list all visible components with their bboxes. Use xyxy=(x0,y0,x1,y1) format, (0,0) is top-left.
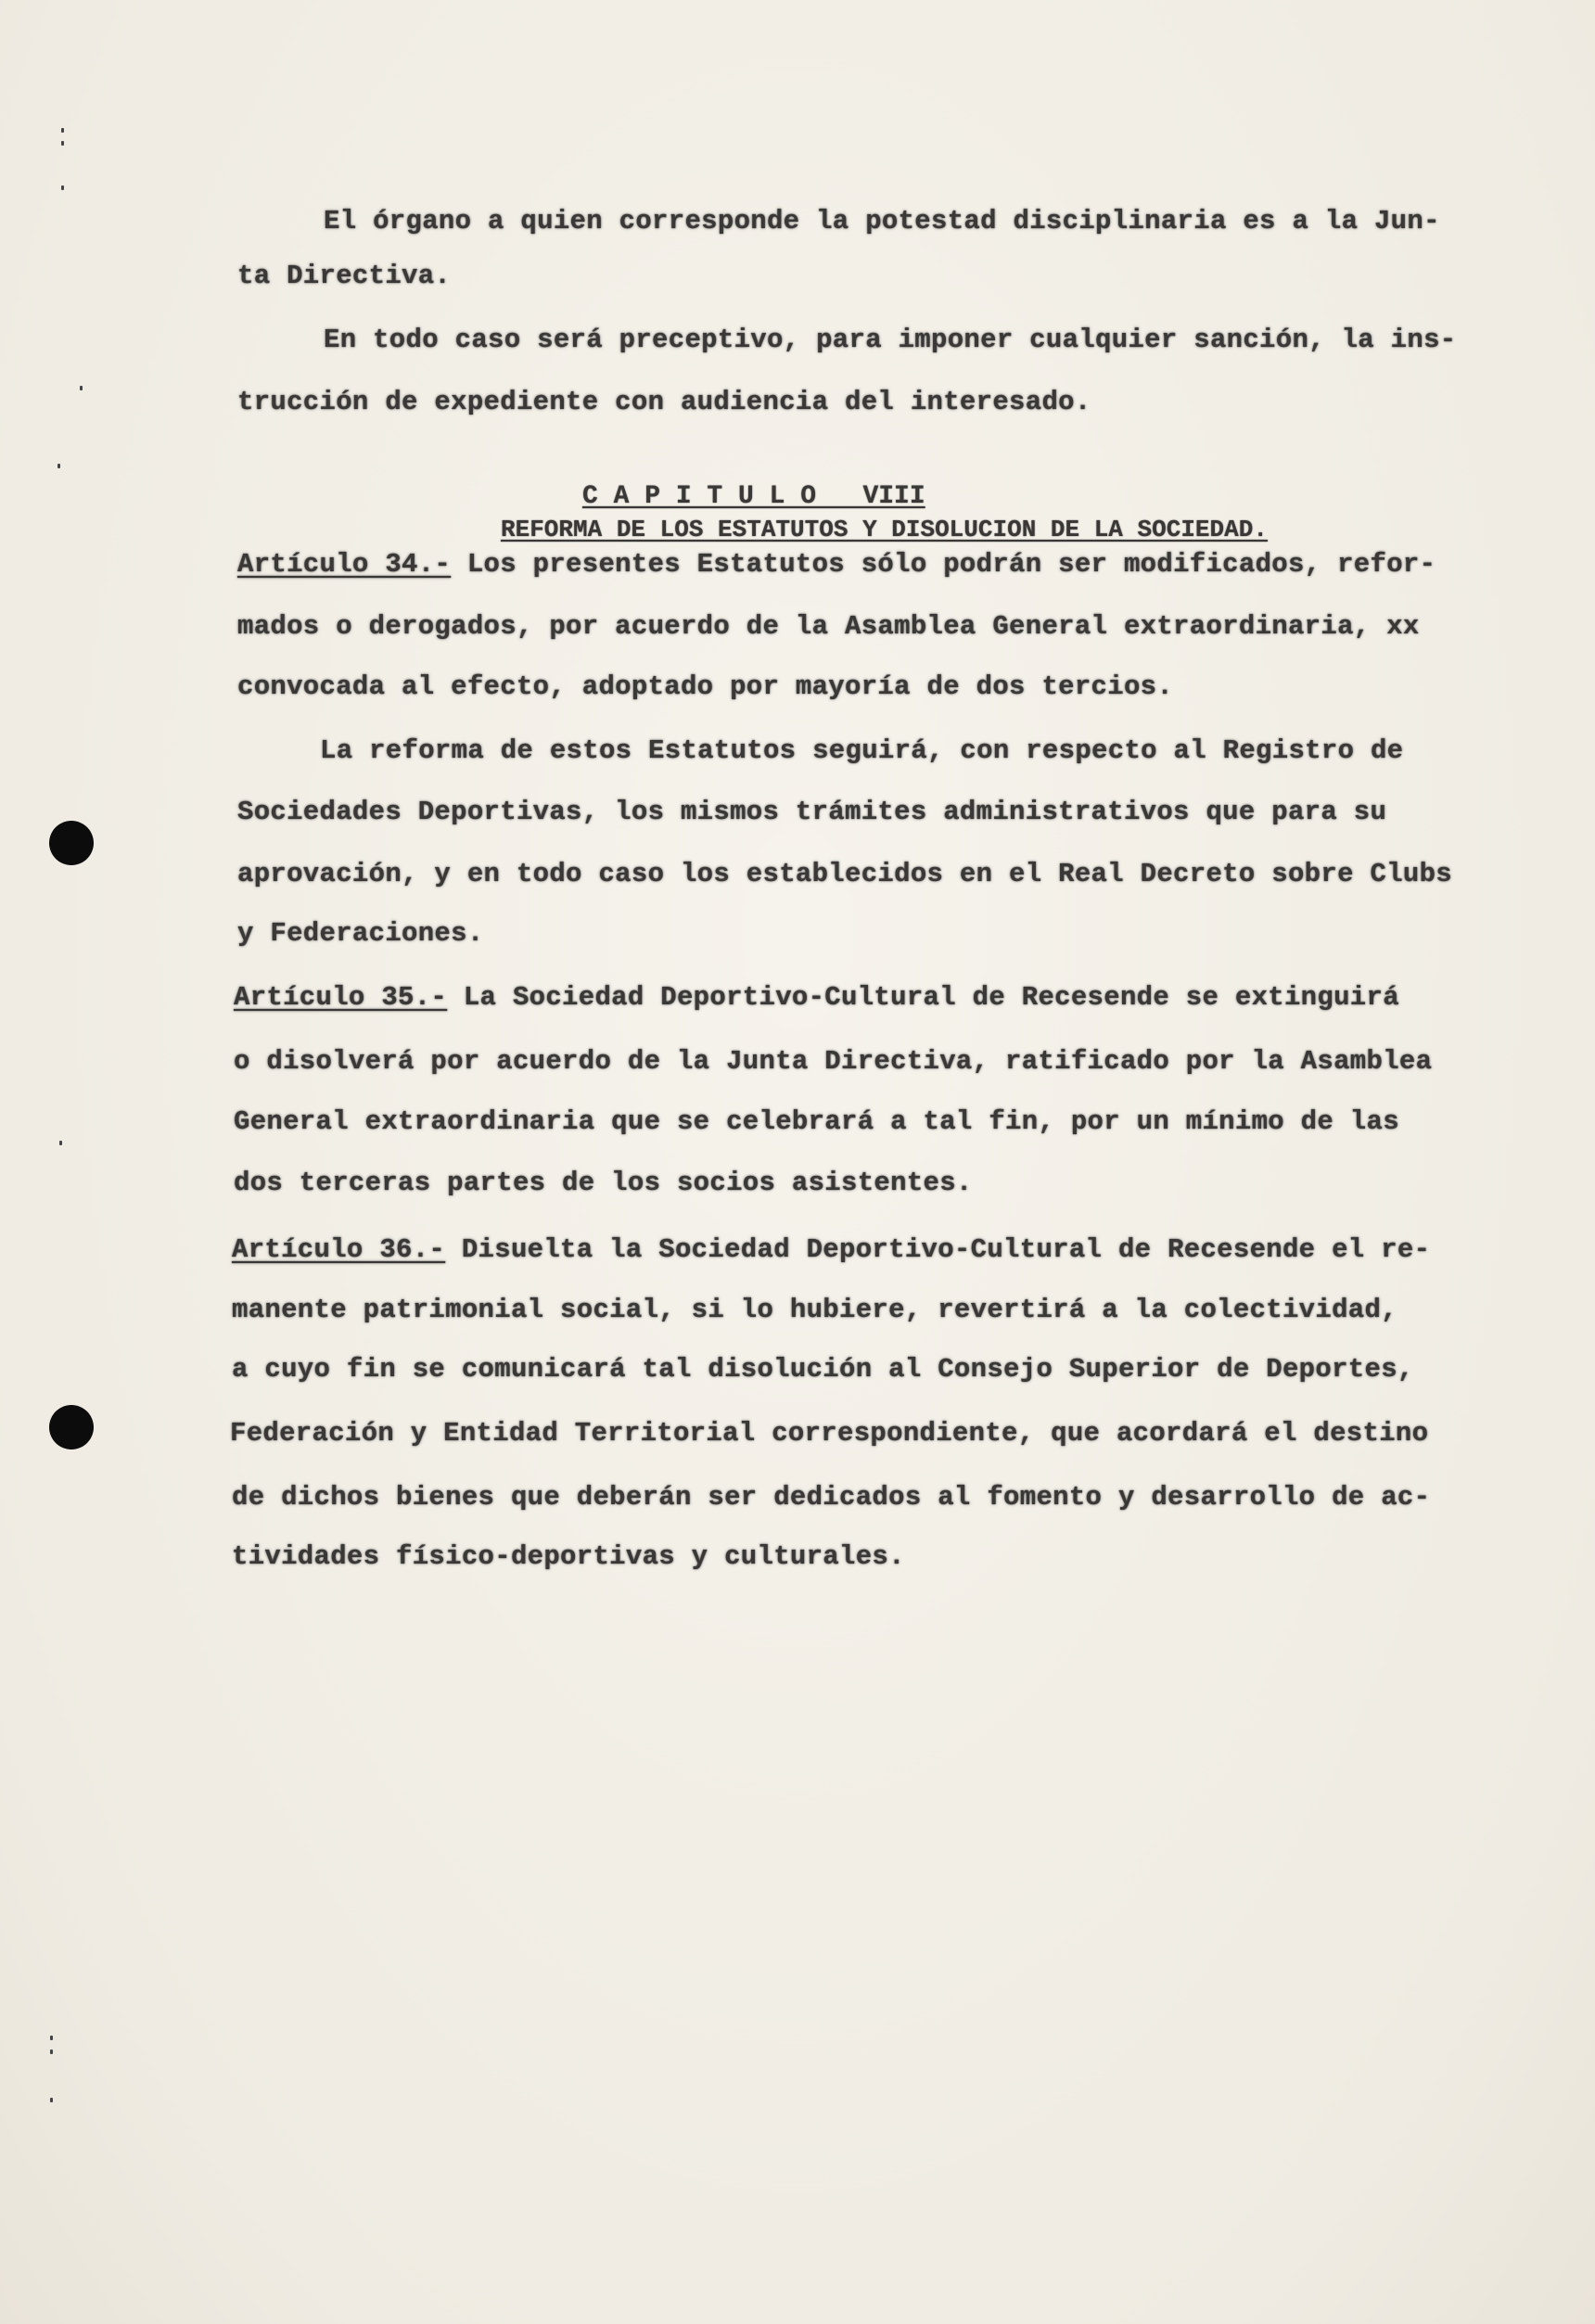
edge-mark xyxy=(61,185,64,190)
punch-hole xyxy=(49,821,94,865)
text-line xyxy=(320,735,1403,766)
line-text: tividades físico-deportivas y culturales. xyxy=(232,1541,905,1572)
text-line xyxy=(230,1418,1428,1449)
line-text: dos terceras partes de los socios asistentes. xyxy=(234,1168,973,1198)
line-text: La reforma de estos Estatutos seguirá, con respecto al Registro de xyxy=(320,735,1404,766)
chapter-subtitle: REFORMA DE LOS ESTATUTOS Y DISOLUCION DE LA SOCIEDAD. xyxy=(501,516,1268,543)
article-label: Artículo 34.- xyxy=(237,549,452,580)
text-line xyxy=(237,387,1091,417)
text-line xyxy=(237,797,1386,827)
line-text: a cuyo fin se comunicará tal disolución al Consejo Superior de Deportes, xyxy=(232,1354,1414,1385)
text-line xyxy=(232,1295,1397,1325)
text-line xyxy=(237,261,451,291)
edge-mark xyxy=(50,2098,53,2102)
text-line xyxy=(232,1482,1430,1513)
article-label: Artículo 36.- xyxy=(232,1234,446,1265)
line-text: Los presentes Estatutos sólo podrán ser modificados, refor- xyxy=(451,549,1436,580)
line-text: El órgano a quien corresponde la potestad disciplinaria es a la Jun- xyxy=(324,206,1440,236)
line-text: manente patrimonial social, si lo hubiere, revertirá a la colectividad, xyxy=(232,1295,1397,1325)
line-text: Disuelta la Sociedad Deportivo-Cultural de Recesende el re- xyxy=(445,1234,1431,1265)
line-text: convocada al efecto, adoptado por mayoría de dos tercios. xyxy=(237,671,1174,702)
article-label: Artículo 35.- xyxy=(234,982,448,1013)
edge-mark xyxy=(50,2036,53,2040)
text-line xyxy=(234,1106,1399,1137)
edge-mark xyxy=(61,141,64,146)
text-line xyxy=(237,549,1436,580)
line-text: aprovación, y en todo caso los establecidos en el Real Decreto sobre Clubs xyxy=(237,859,1453,889)
line-text: de dichos bienes que deberán ser dedicados al fomento y desarrollo de ac- xyxy=(232,1482,1431,1513)
line-text: o disolverá por acuerdo de la Junta Directiva, ratificado por la Asamblea xyxy=(234,1046,1433,1077)
edge-mark xyxy=(57,464,60,468)
line-text: General extraordinaria que se celebrará a tal fin, por un mínimo de las xyxy=(234,1106,1399,1137)
text-line xyxy=(232,1354,1414,1385)
line-text: Sociedades Deportivas, los mismos trámites administrativos que para su xyxy=(237,797,1387,827)
text-line xyxy=(232,1541,905,1572)
text-line xyxy=(237,918,484,949)
edge-mark xyxy=(61,128,64,133)
punch-hole xyxy=(49,1405,94,1449)
edge-mark xyxy=(59,1141,62,1145)
chapter-title: C A P I T U L O VIII xyxy=(582,482,925,511)
line-text: ta Directiva. xyxy=(237,261,452,291)
line-text: y Federaciones. xyxy=(237,918,484,949)
line-text: La Sociedad Deportivo-Cultural de Recesende se extinguirá xyxy=(447,982,1399,1013)
line-text: En todo caso será preceptivo, para imponer cualquier sanción, la ins- xyxy=(324,325,1457,355)
line-text: mados o derogados, por acuerdo de la Asamblea General extraordinaria, xx xyxy=(237,611,1420,642)
text-line xyxy=(324,206,1440,236)
edge-mark xyxy=(50,2049,53,2054)
text-line xyxy=(234,982,1399,1013)
text-line xyxy=(234,1046,1432,1077)
text-line xyxy=(237,671,1173,702)
text-line xyxy=(237,611,1420,642)
text-line xyxy=(237,859,1452,889)
line-text: trucción de expediente con audiencia del interesado. xyxy=(237,387,1091,417)
text-line xyxy=(234,1168,973,1198)
edge-mark xyxy=(80,386,83,390)
line-text: Federación y Entidad Territorial correspondiente, que acordará el destino xyxy=(230,1418,1429,1449)
text-line xyxy=(324,325,1457,355)
text-line xyxy=(232,1234,1430,1265)
